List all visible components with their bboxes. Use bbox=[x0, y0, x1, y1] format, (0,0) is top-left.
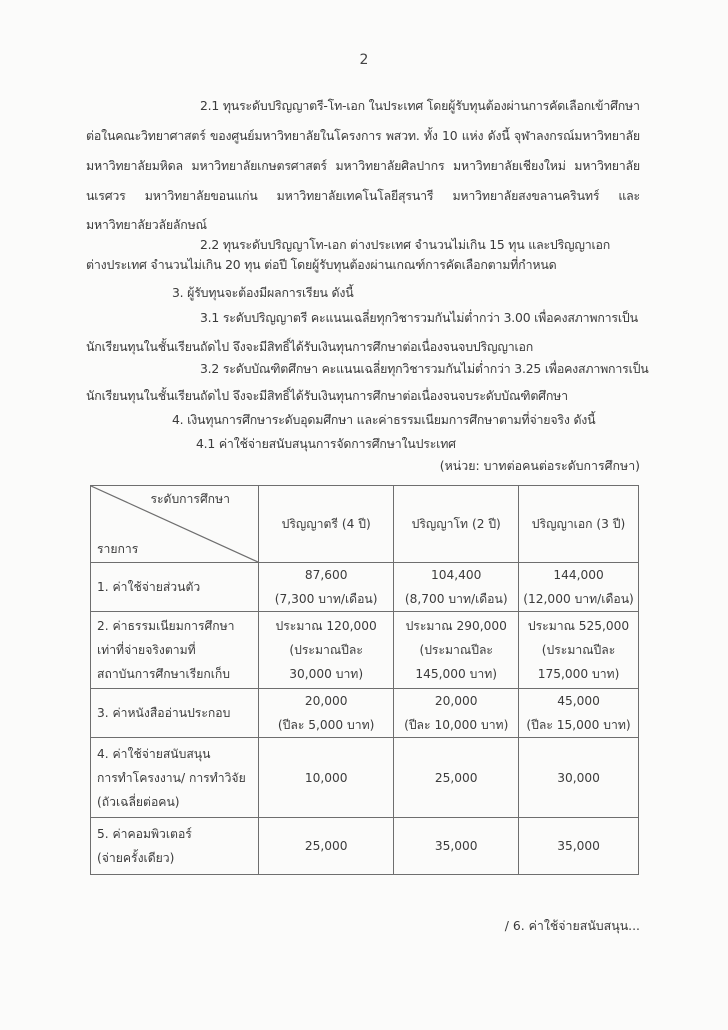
cell-line: 20,000 bbox=[304, 694, 348, 708]
paragraph-3-1-line-2: นักเรียนทุนในชั้นเรียนถัดไป จึงจะมีสิทธิ์ได้รับเงินทุนการศึกษาต่อเนื่องจนจบปริญญาเอก bbox=[86, 339, 534, 354]
paragraph-2-2-line-1: 2.2 ทุนระดับปริญญาโท-เอก ต่างประเทศ จำนวนไม่เกิน 15 ทุน และปริญญาเอก bbox=[200, 237, 611, 252]
column-header: ปริญญาตรี (4 ปี) bbox=[258, 486, 393, 563]
cell-line: 45,000 bbox=[557, 694, 600, 708]
paragraph-3-heading: 3. ผู้รับทุนจะต้องมีผลการเรียน ดังนี้ bbox=[172, 285, 354, 300]
row-label-line: 3. ค่าหนังสืออ่านประกอบ bbox=[97, 706, 231, 720]
paragraph-2-2-line-2: ต่างประเทศ จำนวนไม่เกิน 20 ทุน ต่อปี โดยผู้รับทุนต้องผ่านเกณฑ์การคัดเลือกตามที่กำหนด bbox=[86, 257, 557, 272]
continuation-note: / 6. ค่าใช้จ่ายสนับสนุน... bbox=[504, 918, 640, 933]
cell-line: ประมาณ 525,000 bbox=[527, 619, 630, 633]
table-cell bbox=[258, 563, 393, 612]
cell-line: ประมาณ 120,000 bbox=[275, 619, 377, 633]
cell-line: 144,000 bbox=[553, 568, 604, 582]
table-cell: 25,000 bbox=[394, 738, 519, 818]
table-cell bbox=[258, 612, 393, 689]
cell-line: ประมาณ 290,000 bbox=[405, 619, 507, 633]
row-label-line: สถาบันการศึกษาเรียกเก็บ bbox=[97, 667, 231, 681]
cell-line: (7,300 บาท/เดือน) bbox=[274, 592, 378, 606]
row-label-line: 4. ค่าใช้จ่ายสนับสนุน bbox=[97, 746, 211, 761]
cell-line: (ปีละ 10,000 บาท) bbox=[404, 718, 509, 732]
table-cell: 30,000 bbox=[519, 738, 639, 818]
table-header-row bbox=[91, 486, 639, 563]
table-cell bbox=[394, 563, 519, 612]
cell-line: 104,400 bbox=[431, 568, 482, 582]
row-label-line: (จ่ายครั้งเดียว) bbox=[97, 851, 175, 865]
cell-line: 87,600 bbox=[304, 568, 348, 582]
page-number: 2 bbox=[359, 52, 369, 68]
paragraph-2-1-line-4: นเรศวร มหาวิทยาลัยขอนแก่น มหาวิทยาลัยเทคโนโลยีสุรนารี มหาวิทยาลัยสงขลานครินทร์ และ bbox=[86, 188, 640, 203]
table-cell: 25,000 bbox=[258, 818, 393, 875]
row-label bbox=[91, 563, 259, 612]
table-cell bbox=[519, 612, 639, 689]
cell-line: (ประมาณปีละ bbox=[541, 643, 616, 657]
cell-line: (8,700 บาท/เดือน) bbox=[404, 592, 508, 606]
row-label-line: เท่าที่จ่ายจริงตามที่ bbox=[97, 643, 196, 657]
cell-line: (ประมาณปีละ bbox=[289, 643, 363, 657]
paragraph-2-1-line-1: 2.1 ทุนระดับปริญญาตรี-โท-เอก ในประเทศ โดยผู้รับทุนต้องผ่านการคัดเลือกเข้าศึกษา bbox=[200, 98, 640, 113]
row-label-line: 5. ค่าคอมพิวเตอร์ bbox=[97, 827, 192, 841]
paragraph-2-1-line-5: มหาวิทยาลัยวลัยลักษณ์ bbox=[86, 217, 207, 232]
paragraph-2-1-line-3: มหาวิทยาลัยมหิดล มหาวิทยาลัยเกษตรศาสตร์ มหาวิทยาลัยศิลปากร มหาวิทยาลัยเชียงใหม่ มหาวิทยาลัย bbox=[86, 158, 640, 173]
cell-line: (ประมาณปีละ bbox=[419, 643, 493, 657]
column-header: ปริญญาเอก (3 ปี) bbox=[519, 486, 639, 563]
row-label bbox=[91, 738, 259, 818]
table-cell: 10,000 bbox=[258, 738, 393, 818]
cell-line: 175,000 บาท) bbox=[537, 667, 620, 681]
paragraph-4-heading: 4. เงินทุนการศึกษาระดับอุดมศึกษา และค่าธรรมเนียมการศึกษาตามที่จ่ายจริง ดังนี้ bbox=[172, 412, 596, 427]
paragraph-3-2-line-2: นักเรียนทุนในชั้นเรียนถัดไป จึงจะมีสิทธิ์ได้รับเงินทุนการศึกษาต่อเนื่องจนจบระดับบัณฑิตศึกษา bbox=[86, 388, 568, 403]
row-label-line: 2. ค่าธรรมเนียมการศึกษา bbox=[97, 619, 235, 633]
cell-line: 30,000 บาท) bbox=[289, 667, 364, 681]
table-cell bbox=[519, 563, 639, 612]
row-label bbox=[91, 612, 259, 689]
paragraph-3-1-line-1: 3.1 ระดับปริญญาตรี คะแนนเฉลี่ยทุกวิชารวมกันไม่ต่ำกว่า 3.00 เพื่อคงสภาพการเป็น bbox=[200, 310, 638, 325]
row-label bbox=[91, 818, 259, 875]
table-cell bbox=[394, 612, 519, 689]
table-row bbox=[91, 689, 639, 738]
table-corner-cell bbox=[91, 486, 259, 563]
expense-table bbox=[90, 485, 639, 875]
unit-note: (หน่วย: บาทต่อคนต่อระดับการศึกษา) bbox=[439, 458, 640, 473]
cell-line: 20,000 bbox=[434, 694, 478, 708]
table-cell: 35,000 bbox=[519, 818, 639, 875]
table-row bbox=[91, 612, 639, 689]
table-row bbox=[91, 738, 639, 818]
column-header: ปริญญาโท (2 ปี) bbox=[394, 486, 519, 563]
table-cell bbox=[394, 689, 519, 738]
row-label-line: (ถัวเฉลี่ยต่อคน) bbox=[97, 794, 180, 809]
table-cell: 35,000 bbox=[394, 818, 519, 875]
table-cell bbox=[519, 689, 639, 738]
paragraph-3-2-line-1: 3.2 ระดับบัณฑิตศึกษา คะแนนเฉลี่ยทุกวิชารวมกันไม่ต่ำกว่า 3.25 เพื่อคงสภาพการเป็น bbox=[200, 361, 649, 376]
table-row bbox=[91, 818, 639, 875]
row-label-line: การทำโครงงาน/ การทำวิจัย bbox=[97, 770, 246, 785]
cell-line: (ปีละ 15,000 บาท) bbox=[526, 718, 631, 732]
cell-line: (12,000 บาท/เดือน) bbox=[523, 592, 634, 606]
row-label bbox=[91, 689, 259, 738]
corner-label-level: ระดับการศึกษา bbox=[150, 492, 230, 506]
table-cell bbox=[258, 689, 393, 738]
cell-line: 145,000 บาท) bbox=[415, 667, 498, 681]
paragraph-2-1-line-2: ต่อในคณะวิทยาศาสตร์ ของศูนย์มหาวิทยาลัยในโครงการ พสวท. ทั้ง 10 แห่ง ดังนี้ จุฬาลงกรณ์มหาวิทยาลัย bbox=[86, 128, 640, 143]
table-row bbox=[91, 563, 639, 612]
paragraph-4-1-heading: 4.1 ค่าใช้จ่ายสนับสนุนการจัดการศึกษาในประเทศ bbox=[196, 436, 456, 451]
corner-label-item: รายการ bbox=[97, 542, 139, 556]
cell-line: (ปีละ 5,000 บาท) bbox=[277, 718, 375, 732]
row-label-line: 1. ค่าใช้จ่ายส่วนตัว bbox=[97, 580, 201, 594]
